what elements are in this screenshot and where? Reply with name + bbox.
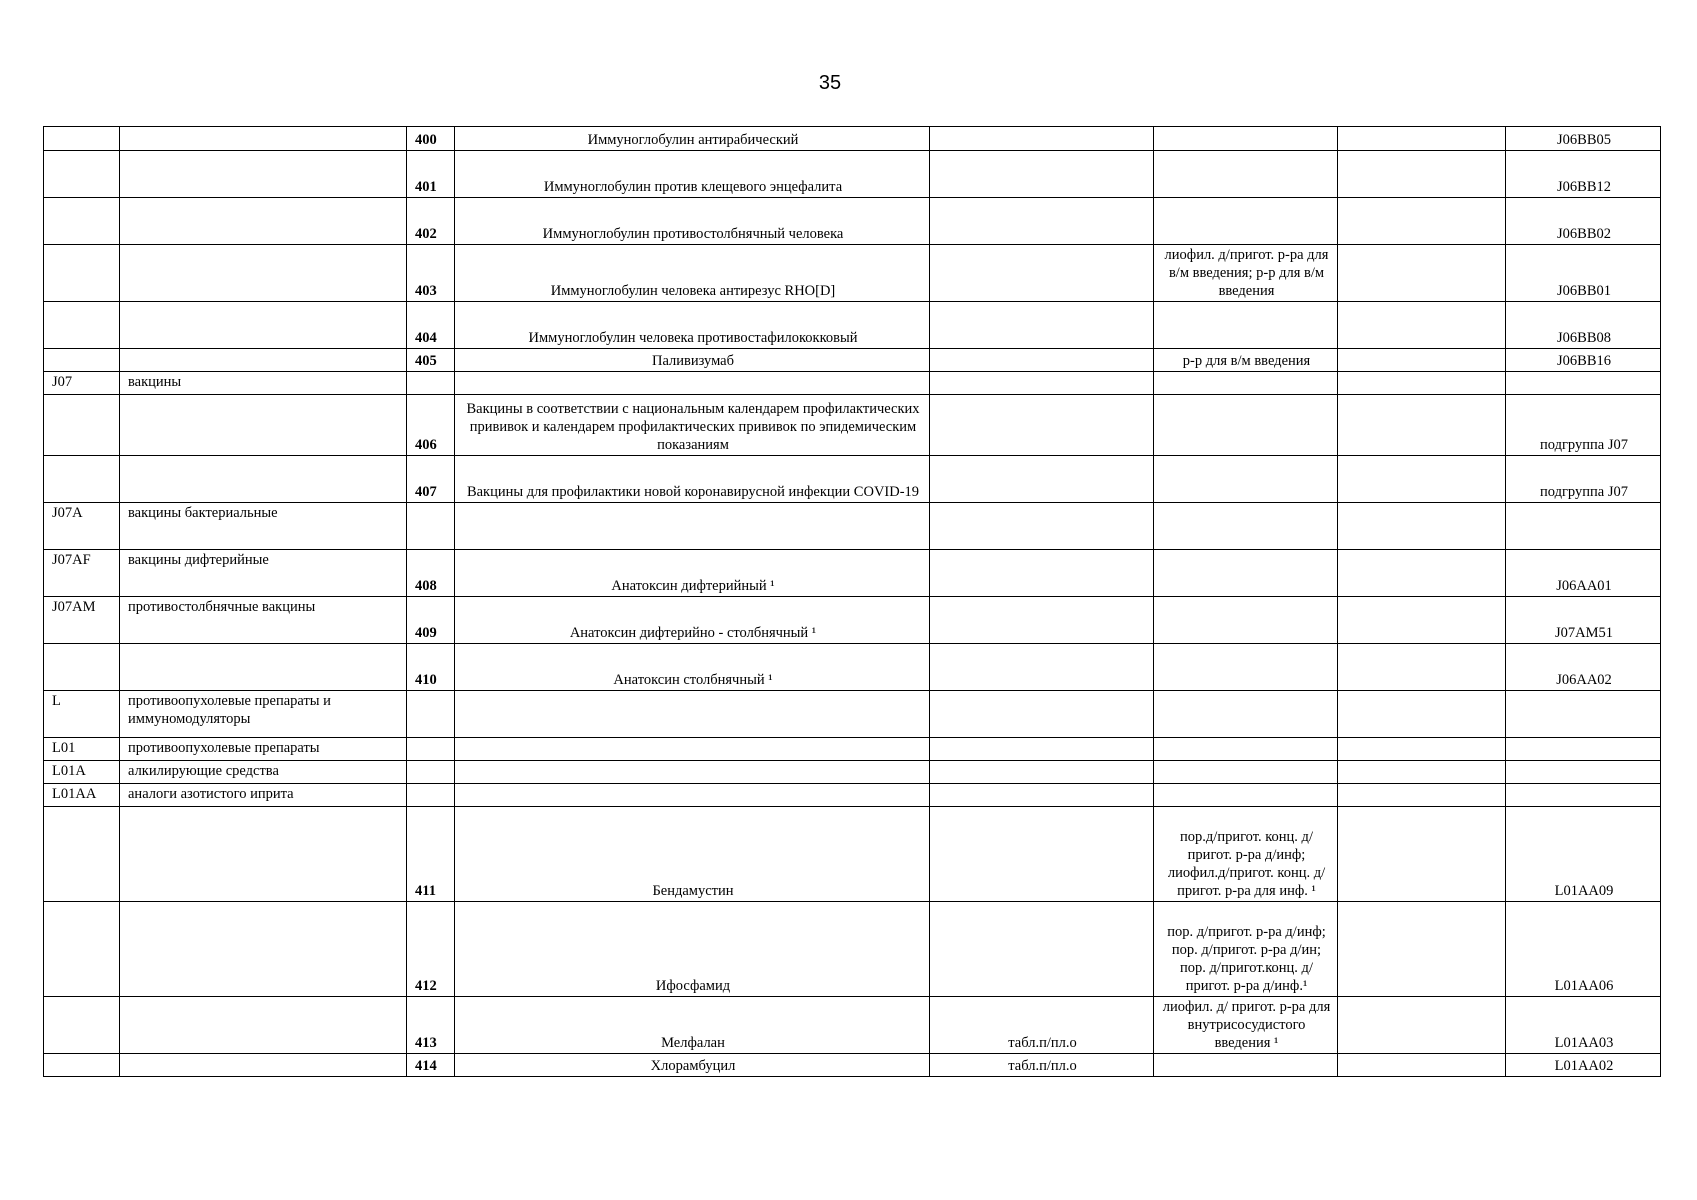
atc-group-name [120, 456, 407, 503]
atc-code: J06AA02 [1506, 644, 1661, 691]
extra-cell [1338, 761, 1506, 784]
dosage-form-secondary [1154, 151, 1338, 198]
row-number: 403 [407, 245, 455, 302]
dosage-form [930, 784, 1154, 807]
row-number [407, 372, 455, 395]
table-row [44, 597, 1661, 644]
dosage-form [930, 456, 1154, 503]
dosage-form-secondary [1154, 597, 1338, 644]
atc-group-code [44, 302, 120, 349]
drug-registry-table [43, 126, 1661, 1077]
atc-code: подгруппа J07 [1506, 395, 1661, 456]
extra-cell [1338, 349, 1506, 372]
atc-group-code: L01A [44, 761, 120, 784]
atc-code: J06BB12 [1506, 151, 1661, 198]
drug-name [455, 784, 930, 807]
atc-group-name [120, 127, 407, 151]
dosage-form [930, 691, 1154, 738]
page-number: 35 [818, 72, 842, 94]
atc-code [1506, 761, 1661, 784]
drug-name: Анатоксин столбнячный ¹ [455, 644, 930, 691]
atc-group-code [44, 349, 120, 372]
drug-name: Хлорамбуцил [455, 1054, 930, 1077]
dosage-form-secondary [1154, 198, 1338, 245]
table-row [44, 456, 1661, 503]
dosage-form [930, 644, 1154, 691]
dosage-form-secondary [1154, 127, 1338, 151]
row-number: 405 [407, 349, 455, 372]
drug-name: Вакцины в соответствии с национальным календарем профилактических прививок и календарем профилактических прививок по эпидемическим показаниям [455, 395, 930, 456]
table-row [44, 151, 1661, 198]
atc-group-code [44, 151, 120, 198]
drug-name: Иммуноглобулин против клещевого энцефалита [455, 151, 930, 198]
row-number: 402 [407, 198, 455, 245]
table-row [44, 372, 1661, 395]
atc-group-code: J07AM [44, 597, 120, 644]
atc-group-name: вакцины дифтерийные [120, 550, 407, 597]
atc-group-name [120, 198, 407, 245]
atc-group-name [120, 245, 407, 302]
row-number: 407 [407, 456, 455, 503]
atc-code: L01AA09 [1506, 807, 1661, 902]
drug-name: Иммуноглобулин противостолбнячный человека [455, 198, 930, 245]
extra-cell [1338, 198, 1506, 245]
extra-cell [1338, 302, 1506, 349]
atc-group-name [120, 902, 407, 997]
table-row [44, 349, 1661, 372]
table-row [44, 302, 1661, 349]
table-body [44, 127, 1661, 1077]
drug-name: Вакцины для профилактики новой коронавирусной инфекции COVID-19 [455, 456, 930, 503]
dosage-form-secondary [1154, 691, 1338, 738]
atc-group-name: вакцины бактериальные [120, 503, 407, 550]
atc-code: J06BB08 [1506, 302, 1661, 349]
atc-group-code [44, 456, 120, 503]
atc-group-code [44, 997, 120, 1054]
table-row [44, 1054, 1661, 1077]
drug-name: Паливизумаб [455, 349, 930, 372]
table-row [44, 761, 1661, 784]
drug-name [455, 738, 930, 761]
atc-group-name: вакцины [120, 372, 407, 395]
atc-group-code [44, 644, 120, 691]
table-row [44, 997, 1661, 1054]
dosage-form [930, 127, 1154, 151]
row-number: 404 [407, 302, 455, 349]
dosage-form [930, 738, 1154, 761]
table-row [44, 550, 1661, 597]
atc-group-code: J07A [44, 503, 120, 550]
row-number: 408 [407, 550, 455, 597]
row-number [407, 784, 455, 807]
atc-group-code: L01AA [44, 784, 120, 807]
dosage-form [930, 807, 1154, 902]
dosage-form [930, 372, 1154, 395]
drug-name [455, 691, 930, 738]
row-number [407, 691, 455, 738]
atc-group-code [44, 127, 120, 151]
extra-cell [1338, 597, 1506, 644]
dosage-form-secondary [1154, 372, 1338, 395]
table-row [44, 503, 1661, 550]
table-row [44, 395, 1661, 456]
drug-name: Иммуноглобулин человека антирезус RHO[D] [455, 245, 930, 302]
atc-group-code [44, 807, 120, 902]
atc-code: J06BB05 [1506, 127, 1661, 151]
table-row [44, 807, 1661, 902]
drug-name [455, 761, 930, 784]
row-number: 410 [407, 644, 455, 691]
atc-group-name [120, 302, 407, 349]
dosage-form-secondary [1154, 503, 1338, 550]
atc-group-code [44, 395, 120, 456]
drug-name [455, 503, 930, 550]
atc-group-name [120, 1054, 407, 1077]
atc-code: J06BB02 [1506, 198, 1661, 245]
row-number: 406 [407, 395, 455, 456]
atc-group-code [44, 198, 120, 245]
dosage-form [930, 902, 1154, 997]
dosage-form [930, 761, 1154, 784]
table-row [44, 691, 1661, 738]
atc-group-name [120, 807, 407, 902]
row-number: 414 [407, 1054, 455, 1077]
row-number [407, 738, 455, 761]
atc-group-name: противостолбнячные вакцины [120, 597, 407, 644]
atc-group-code [44, 902, 120, 997]
extra-cell [1338, 644, 1506, 691]
dosage-form-secondary: лиофил. д/пригот. р-ра для в/м введения; р-р для в/м введения [1154, 245, 1338, 302]
row-number: 400 [407, 127, 455, 151]
dosage-form-secondary [1154, 761, 1338, 784]
atc-code: J06AA01 [1506, 550, 1661, 597]
extra-cell [1338, 503, 1506, 550]
atc-code: J07AM51 [1506, 597, 1661, 644]
extra-cell [1338, 245, 1506, 302]
dosage-form [930, 151, 1154, 198]
dosage-form [930, 503, 1154, 550]
atc-group-name: алкилирующие средства [120, 761, 407, 784]
dosage-form-secondary [1154, 1054, 1338, 1077]
table-row [44, 784, 1661, 807]
extra-cell [1338, 372, 1506, 395]
dosage-form-secondary: пор. д/пригот. р-ра д/инф; пор. д/пригот. р-ра д/ин; пор. д/пригот.конц. д/пригот. р-ра д/инф.¹ [1154, 902, 1338, 997]
dosage-form [930, 198, 1154, 245]
atc-code [1506, 372, 1661, 395]
table-row [44, 902, 1661, 997]
drug-name: Иммуноглобулин человека противостафилококковый [455, 302, 930, 349]
extra-cell [1338, 127, 1506, 151]
table-row [44, 738, 1661, 761]
dosage-form-secondary [1154, 395, 1338, 456]
extra-cell [1338, 691, 1506, 738]
extra-cell [1338, 395, 1506, 456]
extra-cell [1338, 151, 1506, 198]
dosage-form [930, 245, 1154, 302]
drug-name: Мелфалан [455, 997, 930, 1054]
atc-code: J06BB01 [1506, 245, 1661, 302]
row-number: 401 [407, 151, 455, 198]
atc-group-code [44, 245, 120, 302]
atc-group-name: противоопухолевые препараты [120, 738, 407, 761]
dosage-form-secondary [1154, 784, 1338, 807]
drug-name: Анатоксин дифтерийно - столбнячный ¹ [455, 597, 930, 644]
atc-code: J06BB16 [1506, 349, 1661, 372]
atc-code [1506, 503, 1661, 550]
drug-name: Анатоксин дифтерийный ¹ [455, 550, 930, 597]
drug-name: Иммуноглобулин антирабический [455, 127, 930, 151]
atc-code: подгруппа J07 [1506, 456, 1661, 503]
atc-group-code: J07 [44, 372, 120, 395]
drug-name: Бендамустин [455, 807, 930, 902]
atc-group-code [44, 1054, 120, 1077]
atc-code: L01AA02 [1506, 1054, 1661, 1077]
table-row [44, 198, 1661, 245]
atc-group-name: противоопухолевые препараты и иммуномодуляторы [120, 691, 407, 738]
drug-name: Ифосфамид [455, 902, 930, 997]
dosage-form-secondary: р-р для в/м введения [1154, 349, 1338, 372]
extra-cell [1338, 997, 1506, 1054]
atc-group-code: J07AF [44, 550, 120, 597]
dosage-form [930, 597, 1154, 644]
extra-cell [1338, 738, 1506, 761]
atc-group-name [120, 644, 407, 691]
atc-code [1506, 738, 1661, 761]
dosage-form [930, 395, 1154, 456]
row-number: 412 [407, 902, 455, 997]
dosage-form-secondary [1154, 456, 1338, 503]
atc-group-code: L [44, 691, 120, 738]
row-number: 411 [407, 807, 455, 902]
extra-cell [1338, 456, 1506, 503]
dosage-form-secondary [1154, 738, 1338, 761]
dosage-form-secondary: пор.д/пригот. конц. д/пригот. р-ра д/инф; лиофил.д/пригот. конц. д/пригот. р-ра для инф. ¹ [1154, 807, 1338, 902]
row-number [407, 761, 455, 784]
atc-code [1506, 784, 1661, 807]
atc-group-code: L01 [44, 738, 120, 761]
atc-code: L01AA03 [1506, 997, 1661, 1054]
dosage-form-secondary [1154, 550, 1338, 597]
extra-cell [1338, 784, 1506, 807]
dosage-form [930, 349, 1154, 372]
extra-cell [1338, 550, 1506, 597]
atc-group-name [120, 349, 407, 372]
dosage-form-secondary [1154, 302, 1338, 349]
dosage-form: табл.п/пл.о [930, 1054, 1154, 1077]
dosage-form [930, 302, 1154, 349]
atc-group-name: аналоги азотистого иприта [120, 784, 407, 807]
row-number: 413 [407, 997, 455, 1054]
atc-group-name [120, 151, 407, 198]
table-row [44, 127, 1661, 151]
dosage-form-secondary [1154, 644, 1338, 691]
row-number [407, 503, 455, 550]
atc-code [1506, 691, 1661, 738]
table-row [44, 644, 1661, 691]
extra-cell [1338, 807, 1506, 902]
atc-group-name [120, 395, 407, 456]
extra-cell [1338, 1054, 1506, 1077]
row-number: 409 [407, 597, 455, 644]
drug-name [455, 372, 930, 395]
extra-cell [1338, 902, 1506, 997]
dosage-form [930, 550, 1154, 597]
atc-group-name [120, 997, 407, 1054]
dosage-form: табл.п/пл.о [930, 997, 1154, 1054]
dosage-form-secondary: лиофил. д/ пригот. р-ра для внутрисосудистого введения ¹ [1154, 997, 1338, 1054]
table-row [44, 245, 1661, 302]
atc-code: L01AA06 [1506, 902, 1661, 997]
